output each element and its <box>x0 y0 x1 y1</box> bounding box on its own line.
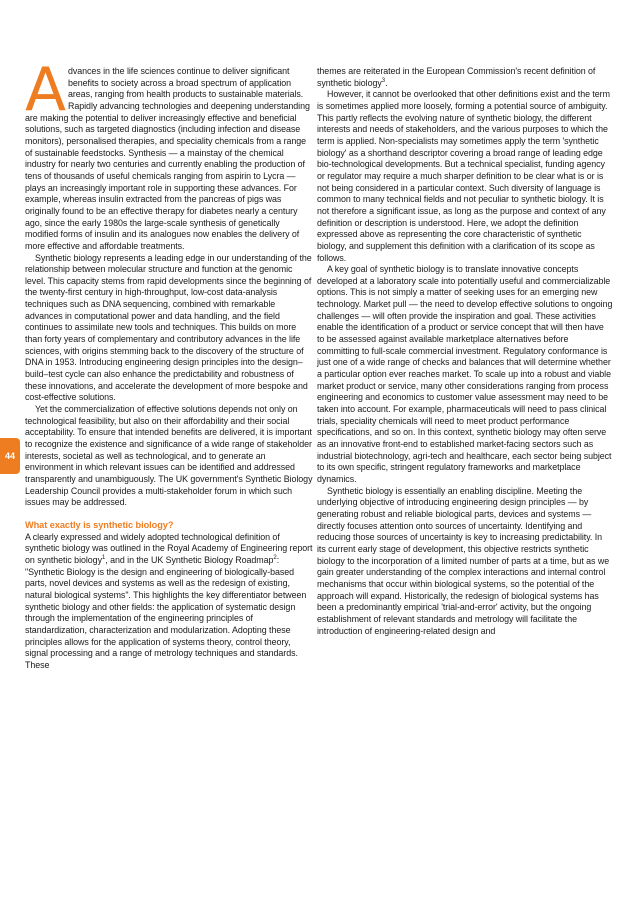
footnote-ref: 3 <box>381 77 386 84</box>
definition-text-c: : "Synthetic Biology is the design and engineering of biologically-based parts, novel devices and systems as well as the redesign of existing, natural biological systems". This highlights the key differentiator between synthetic biology and other fields: the application of systematic design through the implementation of the engineering principles of standardization, characterization and modularization. Adopting these principles allows for the application of systems theory, control theory, signal processing and a range of metrology techniques and standards. These <box>25 554 307 670</box>
right-column <box>317 66 613 637</box>
footnote-ref: 1 <box>101 554 106 561</box>
footnote-ref: 2 <box>273 554 277 561</box>
page-number: 44 <box>4 451 15 461</box>
drop-cap: A <box>25 55 66 125</box>
paragraph: Synthetic biology is essentially an enabling discipline. Meeting the underlying objective of introducing engineering design principles — by generating robust and reliable biological parts, devices and systems — directly focuses attention onto sources of uncertainty. Identifying and reducing those sources of uncertainty is key to increasing predictability. In its current early stage of development, this objective restricts synthetic biology to the incorporation of a limited number of parts at a time, but as we gain greater understanding of the complex interactions and internal control mechanisms that occur within biological systems, so the potential of the approach will expand. Historically, the redesign of biological systems has been a predominantly empirical 'trial-and-error' activity, but the ongoing establishment of relevant standards and metrology will facilitate the introduction of engineering-related design and <box>317 485 610 636</box>
paragraph: A key goal of synthetic biology is to translate innovative concepts developed at a laboratory scale into potentially useful and commercializable options. This is not simply a matter of seeking uses for an emerging new technology. Market pull — the need to develop effective solutions to ongoing challenges — will often provide the inspiration and goal. These activities enable the identification of a product or service concept that will then have to be assessed against available marketplace alternatives before committing to full-scale commercial investment. Regulatory conformance is just one of a wide range of checks and balances that will determine whether a particular option ever reaches market. To scale up into a robust and viable market product or service, many other considerations ranging from process engineering and economics to customer value assessment may need to be taken into account. For example, pharmaceuticals will need to pass clinical trials, speciality chemicals will need to meet product performance specifications, and so on. In this context, synthetic biology may often serve as an innovative front-end to established market-facing sectors such as industrial biotechnology, agri-tech and healthcare, each sector being subject to its own specific, stringent regulatory frameworks and marketplace dynamics. <box>317 264 613 484</box>
page-number-tab <box>0 438 20 474</box>
paragraph: Yet the commercialization of effective solutions depends not only on technological feasibility, but also on their affordability and their social acceptability. To ensure that intended benefits are delivered, it is important to recognize the existence and significance of a wide range of stakeholder interests, societal as well as technological, and to generate an environment in which relevant issues can be identified and addressed transparently and unambiguously. The UK government's Synthetic Biology Leadership Council provides a multi-stakeholder forum in which such issues may be addressed. <box>25 404 313 508</box>
definition-text-b: , and in the UK Synthetic Biology Roadmap <box>105 554 274 565</box>
section-heading: What exactly is synthetic biology? <box>25 519 174 530</box>
paragraph: However, it cannot be overlooked that other definitions exist and the term is sometimes applied more loosely, forming a potential source of ambiguity. This partly reflects the evolving nature of synthetic biology, the different interests and needs of stakeholders, and the various purposes to which the term is applied. Non-specialists may sometimes apply the term 'synthetic biology' as a shorthand descriptor covering a broad range of leading edge bio-technological developments. But a technical specialist, funding agency or regulator may require a much sharper definition to be clear what is or is not being considered in a particular context. Such diversity of language is common to many technical fields and not peculiar to synthetic biology. It is not therefore a significant issue, as long as the purpose and context of any definition or description is understood. Here, we adopt the definition expressed above as representing the core characteristic of synthetic biology, and supplement this definition with a clarification of its scope as follows. <box>317 89 610 263</box>
intro-text: dvances in the life sciences continue to deliver significant benefits to society across a broad spectrum of application areas, ranging from health products to sustainable materials. Rapidly advancing technologies and deepening understanding are making the potential to deliver increasingly effective and beneficial solutions, such as targeted diagnostics (including infection and disease monitors), personalised therapies, and speciality chemicals from a range of sustainable feedstocks. Synthesis — a mainstay of the chemical industry for nearly two centuries and currently enabling the production of tens of thousands of useful chemicals ranging from aspirin to Lycra — plays an increasingly important role in supporting these advances. For example, whereas insulin extracted from the pancreas of pigs was originally found to be an effective therapy for diabetes nearly a century ago, since the early 1980s the large-scale synthesis of genetically modified forms of insulin and its analogues now enables the delivery of more effective and affordable treatments. <box>25 66 310 251</box>
continued-text: themes are reiterated in the European Commission's recent definition of synthetic biology <box>317 66 596 88</box>
definition-text-a: A clearly expressed and widely adopted technological definition of synthetic biology was outlined in the Royal Academy of Engineering report on synthetic biology <box>25 531 313 565</box>
left-column <box>25 55 313 671</box>
definition-paragraph <box>25 532 313 672</box>
paragraph <box>317 66 613 89</box>
intro-paragraph <box>25 55 313 253</box>
paragraph: Synthetic biology represents a leading edge in our understanding of the relationship between molecular structure and function at the genomic level. This capacity stems from rapid developments since the beginning of the twenty-first century in high-throughput, low-cost data-analysis techniques such as DNA sequencing, combined with remarkable advances in computational power and data handling, and the field continues to assimilate new tools and techniques. This builds on more than forty years of complementary and contributory advances in the life sciences, with origins stemming back to the discovery of the structure of DNA in 1953. Introducing engineering design principles into the design–build–test cycle can also enhance the predictability and robustness of these innovations, and accelerate the development of more bespoke and cost-effective solutions. <box>25 252 312 403</box>
continued-text-end: . <box>385 77 388 88</box>
